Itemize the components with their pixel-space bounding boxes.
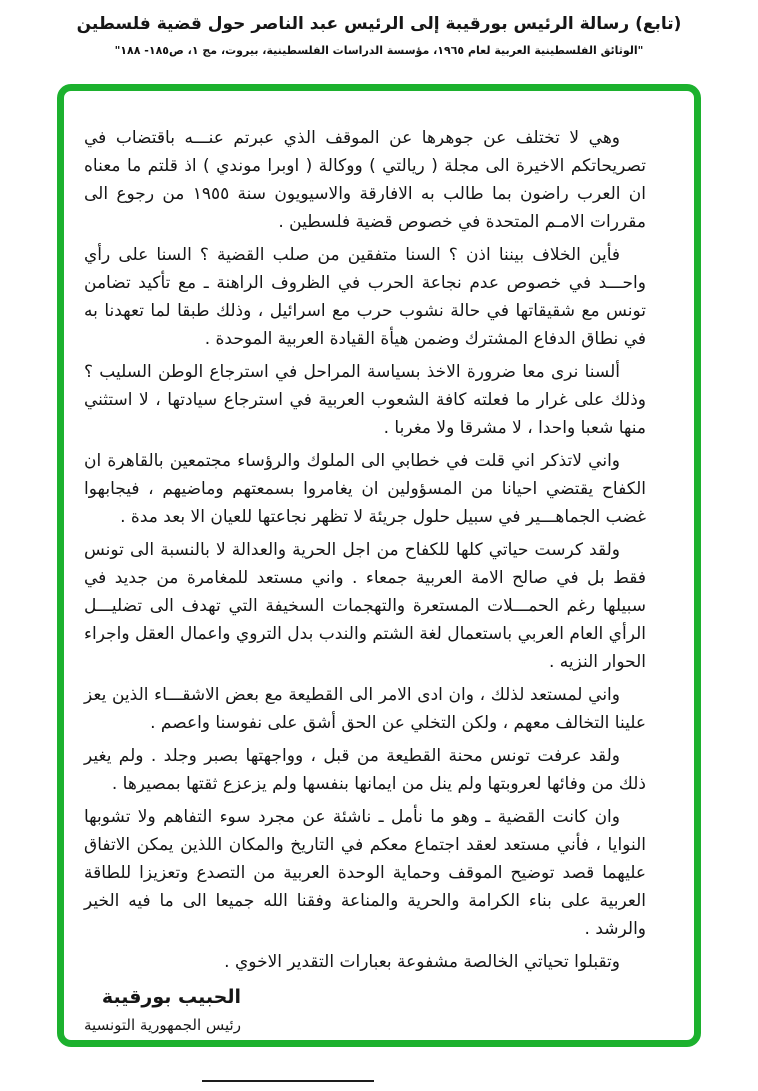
letter-paragraph-4: واني لاتذكر اني قلت في خطابي الى الملوك والرؤساء مجتمعين بالقاهرة ان الكفاح يقتضي احيانا من المسؤولين ان يغامروا بسمعتهم وماضيهم ، فيجابهوا غضب الجماهـــير في سبيل حلول جريئة لا تظهر نجاعتها للعيان الا بعد مدة .	[84, 451, 646, 527]
letter-paragraph-5: ولقد كرست حياتي كلها للكفاح من اجل الحرية والعدالة لا بالنسبة الى تونس فقط بل في صالح الامة العربية جمعاء . واني مستعد للمغامرة من جديد في سبيلها رغم الحمـــلات المستعرة والتهجمات السخيفة التي تهدف الى تضليـــل الرأي العام العربي باستعمال لغة الشتم والندب بدل التروي واعمال العقل واجراء الحوار النزيه .	[84, 540, 646, 672]
letter-paragraph-7: ولقد عرفت تونس محنة القطيعة من قبل ، وواجهتها بصبر وجلد . ولم يغير ذلك من وفائها لعروبتها ولم ينل من ايمانها بنفسها ولم يزعزع ثقتها بمصيرها .	[84, 746, 646, 794]
signature-block	[84, 982, 241, 1038]
letter-paragraph-1: وهي لا تختلف عن جوهرها عن الموقف الذي عبرتم عنـــه باقتضاب في تصريحاتكم الاخيرة الى مجلة ( ريالتي ) ووكالة ( اوبرا موندي ) اذ قلتم ما معناه ان العرب راضون بما طالب به الافارقة والاسيويون سنة ١٩٥٥ من رجوع الى مقررات الامـم المتحدة في خصوص قضية فلسطين .	[84, 128, 646, 232]
letter-paragraph-2: فأين الخلاف بيننا اذن ؟ السنا متفقين من صلب القضية ؟ السنا على رأي واحـــد في خصوص عدم نجاعة الحرب في الظروف الراهنة ـ مع تأكيد تضامن تونس مع شقيقاتها في حالة نشوب حرب مع اسرائيل ، وذلك طبقا لما تعهدنا به في نطاق الدفاع المشترك وضمن هيأة القيادة العربية الموحدة .	[84, 245, 646, 349]
closing-divider	[202, 1080, 374, 1082]
letter-frame	[57, 84, 701, 1047]
document-citation: "الوثائق الفلسطينية العربية لعام ١٩٦٥، مؤسسة الدراسات الفلسطينية، بيروت، مج ١، ص١٨٥- ١٨٨"	[114, 44, 644, 57]
letter-paragraph-6: واني لمستعد لذلك ، وان ادى الامر الى القطيعة مع بعض الاشقـــاء الذين يعز علينا التخالف معهم ، ولكن التخلي عن الحق أشق على نفوسنا واعصم .	[84, 685, 646, 733]
signature-area	[84, 982, 646, 1039]
document-header	[0, 13, 758, 58]
signature-title: رئيس الجمهورية التونسية	[84, 1016, 241, 1034]
letter-paragraph-8: وان كانت القضية ـ وهو ما نأمل ـ ناشئة عن مجرد سوء التفاهم ولا تشوبها النوايا ، فأني مستعد لعقد اجتماع معكم في التاريخ والمكان اللذين يمكن الاتفاق عليهما قصد توضيح الموقف وحماية الوحدة العربية من التصدع وتعزيزا للطاقة العربية على بناء الكرامة والحرية والمناعة وفقنا الله جميعا الى ما فيه الخير والرشد .	[84, 807, 646, 939]
document-title: (تابع) رسالة الرئيس بورقيبة إلى الرئيس عبد الناصر حول قضية فلسطين	[76, 14, 682, 34]
signature-name: الحبيب بورقيبة	[101, 986, 241, 1008]
letter-body	[64, 91, 694, 1091]
letter-paragraph-9: وتقبلوا تحياتي الخالصة مشفوعة بعبارات التقدير الاخوي .	[224, 952, 620, 972]
letter-paragraph-3: ألسنا نرى معا ضرورة الاخذ بسياسة المراحل في استرجاع الوطن السليب ؟ وذلك على غرار ما فعلته كافة الشعوب العربية في استرجاع سيادتها ، لا استثني منها شعبا واحدا ، لا مشرقا ولا مغربا .	[84, 362, 646, 438]
closing-divider-row	[84, 1063, 646, 1091]
